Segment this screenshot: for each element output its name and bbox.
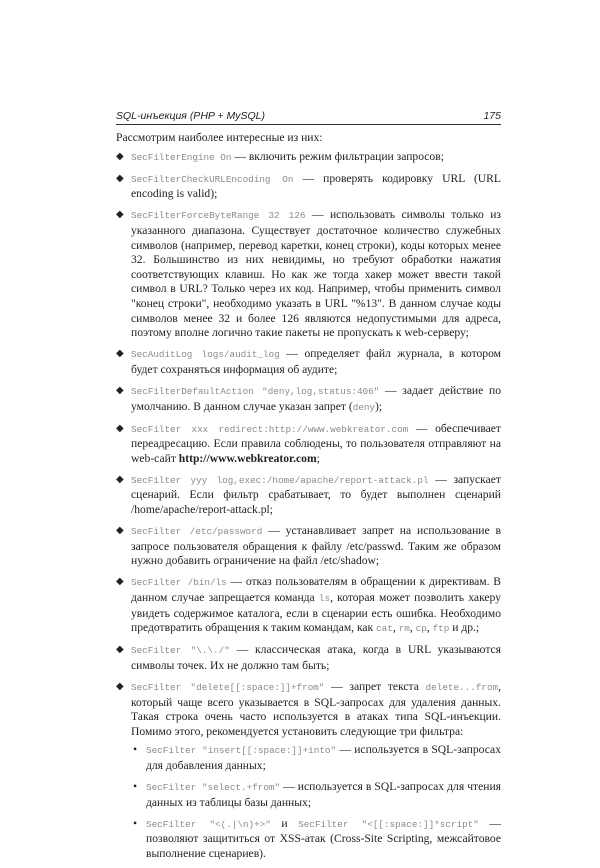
list-item — [116, 422, 501, 467]
text-fragment: — используется в SQL-запросах для добавления данных; — [146, 743, 502, 772]
page-number: 175 — [483, 110, 501, 122]
code-fragment: cat — [376, 623, 393, 635]
sub-list-item — [131, 780, 501, 810]
text-fragment: , который чаще всего указывается в SQL-запросах для удаления данных. Такая строка очень часто используется в атаках типа SQL-инъекции. Помимо этого, рекомендуется установить следующие три фильтра: — [131, 680, 502, 738]
text-fragment: — проверять кодировку URL (URL encoding is valid); — [131, 171, 501, 201]
code-fragment: ls — [318, 593, 331, 605]
text-fragment: — отказ пользователям в обращении к директивам. В данном случае запрещается команда — [131, 575, 502, 605]
code-fragment: SecFilter /bin/ls — [131, 577, 227, 589]
text-fragment: — классическая атака, когда в URL указываются символы точек. Их не должно там быть; — [131, 643, 502, 672]
text-fragment: — задает действие по умолчанию. В данном случае указан запрет ( — [131, 383, 501, 413]
directive-list — [116, 150, 501, 862]
code-fragment: SecFilter "delete[[:space:]]+from" — [131, 682, 325, 693]
code-fragment: delete...from — [425, 682, 499, 693]
list-item — [116, 680, 501, 862]
dot-bullet-icon: • — [133, 780, 138, 794]
code-fragment: SecFilter "insert[[:space:]]+into" — [146, 745, 337, 757]
text-fragment: — включить режим фильтрации запросов; — [231, 149, 444, 163]
dot-bullet-icon: • — [133, 816, 138, 830]
intro-paragraph: Рассмотрим наиболее интересные из них: — [116, 131, 323, 144]
code-fragment: SecFilter xxx redirect:http://www.webkreator.com — [131, 423, 409, 435]
list-item — [116, 643, 501, 673]
code-fragment: SecFilterCheckURLEncoding On — [131, 173, 294, 185]
diamond-bullet-icon: ◆ — [116, 681, 124, 692]
text-fragment: — устанавливает запрет на использование в запросе пользователя обращения к файлу /etc/passwd. Таким же образом нужно добавить ограничение на файл /etc/shadow; — [131, 524, 501, 568]
diamond-bullet-icon: ◆ — [116, 422, 124, 434]
code-fragment: ftp — [432, 623, 450, 635]
code-fragment: SecFilterForceByteRange 32 126 — [131, 210, 306, 222]
list-item — [116, 384, 501, 415]
list-item — [116, 172, 501, 202]
text-fragment: — позволяют защититься от XSS-атак (Cross-Site Scripting, межсайтовое выполнение сценариев). — [146, 816, 501, 860]
chapter-title: SQL-инъекция (PHP + MySQL) — [116, 110, 265, 122]
text-fragment: , которая может позволить хакеру увидеть содержимое каталога, если в сценарии есть ошибка. Необходимо предотвратить обращения к таким командам, как — [131, 591, 501, 635]
diamond-bullet-icon: ◆ — [116, 473, 124, 485]
sub-list-item — [131, 817, 501, 862]
code-fragment: SecAuditLog logs/audit_log — [131, 349, 280, 361]
text-fragment: и др.; — [449, 621, 480, 635]
diamond-bullet-icon: ◆ — [116, 172, 124, 184]
diamond-bullet-icon: ◆ — [116, 150, 124, 162]
text-fragment: — запрет текста — [324, 680, 426, 693]
text-fragment: , — [426, 621, 433, 635]
text-fragment: — использовать символы только из указанного диапазона. Существует достаточное количество служебных символов (например, перевод каретки, конец строки), коды которых менее 32. Большинство из них невидимы, но требуют обработки нажатия соответствующих клавиш. Но как же тогда хакер может ввести такой символ в URL? Только через их код. Например, чтобы применить символ "конец строки", необходимо указать в URL "%13". В данном случае коды символов менее 32 и более 126 являются недопустимыми для адреса, поэтому вполне логично такие пакеты не пропускать к web-серверу; — [131, 208, 501, 340]
code-fragment: cp — [415, 623, 427, 635]
list-item — [116, 150, 501, 166]
diamond-bullet-icon: ◆ — [116, 209, 124, 221]
list-item — [116, 575, 501, 636]
text-fragment: — определяет файл журнала, в котором будет сохраняться информация об аудите; — [131, 347, 501, 376]
list-item — [116, 473, 501, 518]
page-body — [116, 131, 501, 868]
code-fragment: SecFilter yyy log,exec:/home/apache/report-attack.pl — [131, 474, 429, 486]
text-fragment: , — [392, 621, 399, 635]
text-fragment: ); — [375, 399, 383, 413]
code-fragment: deny — [352, 401, 376, 413]
diamond-bullet-icon: ◆ — [116, 644, 124, 656]
text-fragment: — запускает сценарий. Если фильтр срабатывает, то будет выполнен сценарий /home/apache/report-attack.pl; — [131, 472, 501, 517]
code-fragment: SecFilterDefaultAction "deny,log,status:406" — [131, 385, 380, 397]
text-fragment: — используется в SQL-запросах для чтения данных из таблицы базы данных; — [146, 780, 501, 809]
list-item — [116, 208, 501, 340]
diamond-bullet-icon: ◆ — [116, 384, 124, 396]
code-fragment: SecFilter "<[[:space:]]*script" — [298, 818, 479, 830]
running-header — [116, 108, 501, 125]
dot-bullet-icon: • — [133, 743, 138, 757]
text-fragment: ; — [316, 451, 320, 465]
text-fragment: — обеспечивает переадресацию. Если правила соблюдены, то пользователя отправляют на web-сайт — [131, 421, 501, 465]
diamond-bullet-icon: ◆ — [116, 348, 124, 360]
list-item — [116, 347, 501, 377]
code-fragment: SecFilter "<(.|\n)+>" — [146, 818, 271, 830]
code-fragment: SecFilter /etc/password — [131, 526, 263, 538]
code-fragment: SecFilter "\.\./" — [131, 645, 230, 657]
diamond-bullet-icon: ◆ — [116, 576, 124, 588]
bold-link-text: http://www.webkreator.com — [178, 451, 317, 465]
code-fragment: rm — [398, 623, 410, 635]
code-fragment: SecFilterEngine On — [131, 151, 232, 163]
text-fragment: и — [270, 816, 299, 830]
list-item — [116, 524, 501, 569]
sub-list — [131, 743, 501, 861]
text-fragment: , — [409, 621, 416, 635]
code-fragment: SecFilter "select.+from" — [146, 782, 281, 794]
sub-list-item — [131, 743, 501, 773]
diamond-bullet-icon: ◆ — [116, 525, 124, 537]
